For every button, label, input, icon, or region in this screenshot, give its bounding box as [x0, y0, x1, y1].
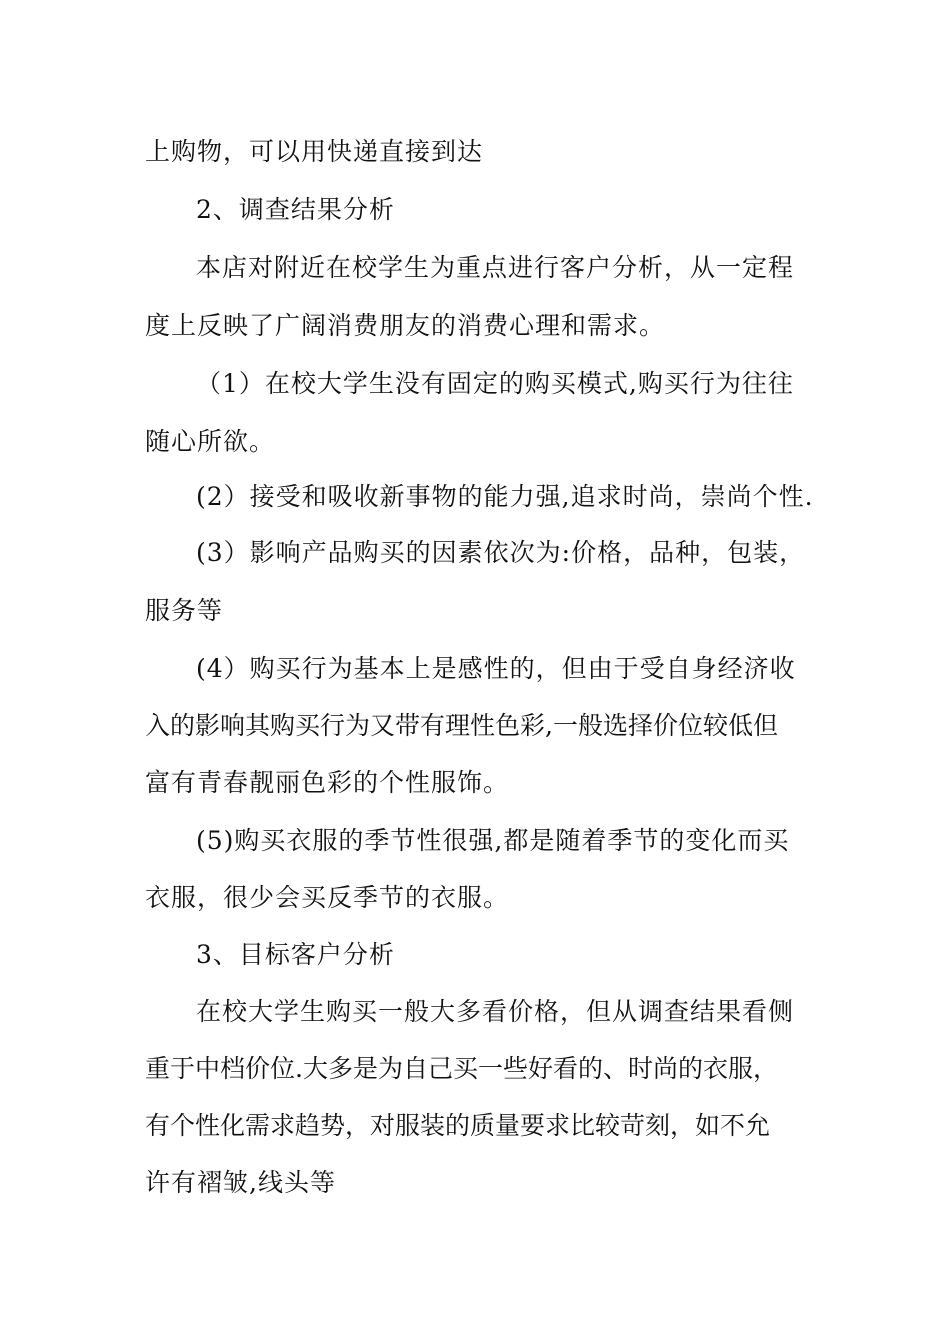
list-item-line: （1）在校大学生没有固定的购买模式,购买行为往往 [196, 369, 794, 398]
text-line: 在校大学生购买一般大多看价格，但从调查结果看侧 [196, 997, 795, 1026]
text-line: 度上反映了广阔消费朋友的消费心理和需求。 [145, 311, 666, 340]
list-item-line: (2）接受和吸收新事物的能力强,追求时尚，崇尚个性. [196, 482, 814, 511]
list-item-line: (5)购买衣服的季节性很强,都是随着季节的变化而买 [196, 826, 790, 855]
text-line: 随心所欲。 [145, 427, 276, 456]
text-line: 衣服，很少会买反季节的衣服。 [145, 883, 510, 912]
text-line: 有个性化需求趋势，对服装的质量要求比较苛刻，如不允 [145, 1111, 771, 1140]
text-line: 服务等 [145, 596, 224, 625]
section-heading: 2、调查结果分析 [196, 195, 395, 224]
list-item-line: (3）影响产品购买的因素依次为:价格，品种，包装， [196, 538, 806, 567]
text-line: 入的影响其购买行为又带有理性色彩,一般选择价位较低但 [145, 711, 778, 740]
text-line: 许有褶皱,线头等 [145, 1168, 336, 1197]
section-heading: 3、目标客户分析 [196, 940, 395, 969]
text-line: 重于中档价位.大多是为自己买一些好看的、时尚的衣服， [145, 1054, 778, 1083]
text-line: 上购物，可以用快递直接到达 [145, 137, 484, 166]
text-line: 富有青春靓丽色彩的个性服饰。 [145, 768, 510, 797]
list-item-line: (4）购买行为基本上是感性的，但由于受自身经济收 [196, 654, 796, 683]
text-line: 本店对附近在校学生为重点进行客户分析，从一定程 [196, 253, 795, 282]
